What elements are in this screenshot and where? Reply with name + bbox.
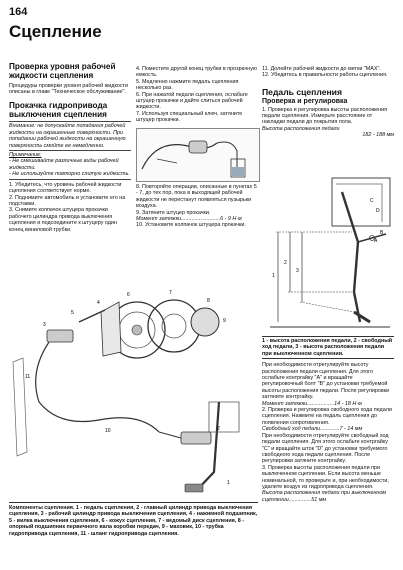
pedal-diagram [262,172,394,332]
step-10: 10. Установите колпачок штуцера прокачки. [136,222,246,229]
step-5: 5. Медленно нажмите педаль сцепления несколько раз. [136,78,239,92]
column-1 [9,62,131,233]
page-number: 164 [9,6,28,18]
step-11: 11. Долейте рабочей жидкости до метки "MAX". [262,66,381,72]
step-2: 2. Поднимите автомобиль и установите его на подставки. [9,194,126,207]
pedal-figure-caption: 1 - высота расположения педали, 2 - свободный ход педали, 3 - высота расположения педали при выключенном сцеплении. [262,336,394,359]
pedal-step-1: 1. Проверка и регулировка высоты расположения педали сцепления. Измерьте расстояние от накладки педали до покрытия пола. [262,106,388,126]
adjust-freeplay: При необходимости отрегулируйте свободный ход педали сцепления. Для этого ослабьте контргайку "C" и вращайте шток "D" до установки требуемого свободного хода педали сцепления. После регулировки затяните контргайку. [262,432,389,465]
pedal-label-c: C [370,198,374,204]
comp-label-3: 3 [43,322,46,328]
components-caption: Компоненты сцепления. 1 - педаль сцепления, 2 - главный цилиндр привода выключения сцепления, 3 - рабочий цилиндр привода выключения сцепления, 4 - нажимной подшипник, 5 - вилка выключения сцепления, 6 - кожух сцепления, 7 - ведомый диск сцепления, 8 - опорный подшипник первичного вала коробки передач, 9 - маховик, 10 - трубка гидропривода сцепления, 11 - шланг гидропривода сцепления. [9,502,258,537]
bleeding-illustration [136,128,260,182]
step-6: 6. При нажатой педали сцепления, ослабьте штуцер прокачки и дайте слиться рабочей жидкости. [136,91,248,111]
heading-pedal: Педаль сцепления [262,86,342,97]
min-height: Высота расположения педали при выключенном сцеплении...............51 мм [262,490,387,503]
clutch-components-illustration [9,252,258,500]
pedal-label-2: 2 [284,260,287,266]
note-1: - Не смешивайте различные виды рабочей жидкости. [9,158,119,171]
comp-label-7: 7 [169,290,172,296]
note-2: - Не используйте повторно слитую жидкость. [9,171,131,179]
comp-label-11: 11 [25,374,31,380]
heading-check-adjust: Проверка и регулировка [262,98,348,106]
pedal-step-3: 3. Проверка высоты расположения педали при выключенном сцеплении. Если высота меньше номинальной, то проверьте и, при необходимости, удалите воздух из гидропривода сцепления. [262,464,389,490]
column-2 [136,66,258,124]
step-12: 12. Убедитесь в правильности работы сцепления. [262,72,388,79]
heading-bleed: Прокачка гидропривода выключения сцепления [9,100,108,120]
warning-paint: Внимание: не допускайте попадания рабочей жидкости на окрашенные поверхности. При попадании рабочей жидкости на окрашенную поверхность смойте ее немедленно. [9,121,131,151]
adjust-height: При необходимости отрегулируйте высоту расположения педали сцепления. Для этого ослабьте контргайку "A" и вращайте регулировочный болт "B" до установки требуемой высоты расположения педали. После регулировки затяните контргайку. [262,362,390,401]
pedal-label-d: D [376,208,380,214]
freeplay: Свободный ход педали.............7 - 14 мм [262,426,363,433]
torque-pedal: Момент затяжки..................14 - 18 Н·м [262,400,362,407]
pedal-label-b: B [380,230,384,236]
column-3-bottom [262,336,394,503]
paragraph-check-level: Процедуры проверки уровня рабочей жидкости описаны в главе "Техническое обслуживание". [9,82,129,96]
column-3 [262,66,394,139]
step-1: 1. Убедитесь, что уровень рабочей жидкости сцепления соответствует норме. [9,181,122,195]
step-7: 7. Используя специальный ключ, затяните штуцер прокачки. [136,110,243,124]
pedal-step-2: 2. Проверка и регулировка свободного хода педали сцепления. Нажмите на педаль сцепления до появления сопротивления. [262,407,392,426]
comp-label-1: 1 [227,480,230,486]
pedal-label-3: 3 [296,268,299,274]
step-4: 4. Поместите другой конец трубки в прозрачную емкость. [136,66,257,79]
comp-label-2: 2 [217,426,220,432]
step-9: 9. Затяните штуцер прокачки. [136,209,211,216]
height-label: Высота расположения педали [262,125,340,132]
pedal-label-a: A [374,238,378,244]
step-8: 8. Повторяйте операции, описанные в пунктах 5 - 7, до тех пор, пока в выходящей рабочей жидкости не перестанут появляться пузырьки воздуха. [136,184,257,210]
heading-check-level: Проверка уровня рабочей жидкости сцепления [9,62,116,81]
height-value: 182 - 188 мм [362,132,394,139]
step-3: 3. Снимите колпачок штуцера прокачки рабочего цилиндра привода выключения сцепления и подсоедините к штуцеру один конец виниловой трубки. [9,207,117,233]
page-title: Сцепление [9,22,102,41]
comp-label-5: 5 [71,310,74,316]
comp-label-8: 8 [207,298,210,304]
comp-label-10: 10 [105,428,111,434]
comp-label-4: 4 [97,300,100,306]
column-2-bottom [136,184,258,229]
comp-label-6: 6 [127,292,130,298]
torque-bleed: Момент затяжки..........................6 - 9 Н·м [136,216,242,223]
notes-title: Примечание: [9,152,42,159]
pedal-label-1: 1 [272,273,275,279]
comp-label-9: 9 [223,318,226,324]
